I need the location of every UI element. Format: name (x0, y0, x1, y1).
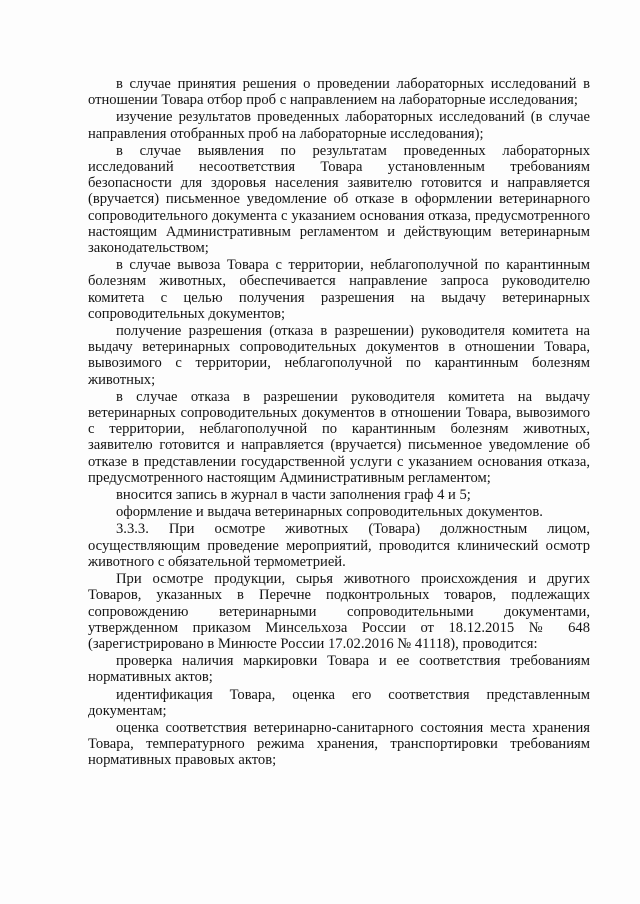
paragraph-storage-assessment: оценка соответствия ветеринарно-санитарного состояния места хранения Товара, температурного режима хранения, транспортировки требованиям нормативных правовых актов; (88, 719, 590, 769)
paragraph-lab-decision: в случае принятия решения о проведении лабораторных исследований в отношении Товара отбор проб с направлением на лабораторные исследования; (88, 76, 590, 109)
paragraph-permission-refusal: в случае отказа в разрешении руководителя комитета на выдачу ветеринарных сопроводительных документов в отношении Товара, вывозимого с территории, неблагополучной по карантинным болезням животных, заявителю готовится и направляется (вручается) письменное уведомление об отказе в представлении государственной услуги с указанием основания отказа, предусмотренного настоящим Административным регламентом; (88, 388, 590, 486)
paragraph-section-3-3-3: 3.3.3. При осмотре животных (Товара) должностным лицом, осуществляющим проведение мероприятий, проводится клинический осмотр животного с обязательной термометрией. (88, 521, 590, 570)
paragraph-product-inspection: При осмотре продукции, сырья животного происхождения и других Товаров, указанных в Перечне подконтрольных товаров, подлежащих сопровождению ветеринарными сопроводительными документами, утвержденном приказом Минсельхоза России от 18.12.2015 № 648 (зарегистрировано в Минюсте России 17.02.2016 № 41118), проводится: (88, 571, 590, 652)
paragraph-journal-entry: вносится запись в журнал в части заполнения граф 4 и 5; (116, 487, 471, 504)
document-body (88, 76, 590, 770)
paragraph-marking-check: проверка наличия маркировки Товара и ее соответствия требованиям нормативных актов; (88, 653, 590, 686)
paragraph-issue-documents: оформление и выдача ветеринарных сопроводительных документов. (116, 504, 543, 521)
paragraph-lab-results: изучение результатов проведенных лабораторных исследований (в случае направления отобранных проб на лабораторные исследования); (88, 109, 590, 142)
paragraph-nonconformity-refusal: в случае выявления по результатам проведенных лабораторных исследований несоответствия Товара установленным требованиям безопасности для здоровья населения заявителю готовится и направляется (вручается) письменное уведомление об отказе в оформлении ветеринарного сопроводительного документа с указанием основания отказа, предусмотренного настоящим Административным регламентом и действующим ветеринарным законодательством; (88, 142, 590, 257)
paragraph-identification: идентификация Товара, оценка его соответствия представленным документам; (88, 686, 590, 719)
paragraph-quarantine-request: в случае вывоза Товара с территории, неблагополучной по карантинным болезням животных, обеспечивается направление запроса руководителю комитета с целью получения разрешения на выдачу ветеринарных сопроводительных документов; (88, 257, 590, 322)
paragraph-permission: получение разрешения (отказа в разрешении) руководителя комитета на выдачу ветеринарных сопроводительных документов в отношении Товара, вывозимого с территории, неблагополучной по карантинным болезням животных; (88, 323, 590, 388)
